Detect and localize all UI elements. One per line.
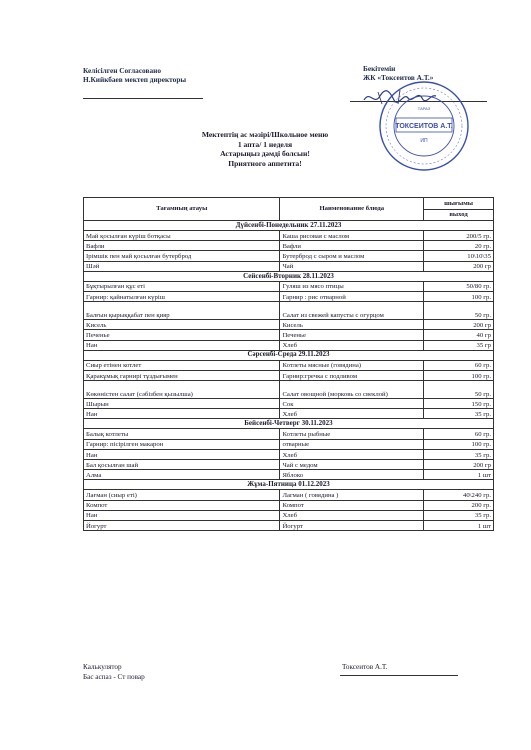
dish-name-kazakh: Печенье: [84, 330, 280, 340]
menu-row: [84, 330, 494, 340]
day-title: Бейсенбі-Четверг 30.11.2023: [84, 419, 494, 429]
footer-chef: Бас аспаз - Ст повар: [83, 672, 145, 681]
dish-yield: 100 гр.: [424, 291, 494, 301]
dish-name-kazakh: Йогурт: [84, 520, 280, 530]
dish-yield: 35 гр.: [424, 449, 494, 459]
dish-yield: 40\240 гр.: [424, 490, 494, 500]
menu-row: [84, 399, 494, 409]
dish-yield: 200 гр: [424, 261, 494, 271]
dish-name-kazakh: Шәй: [84, 261, 280, 271]
footer-right-name: Токсеитов А.Т.: [342, 663, 388, 671]
menu-row: [84, 439, 494, 449]
dish-name-kazakh: Лағман (сиыр еті): [84, 490, 280, 500]
dish-name-russian: Яблоко: [280, 470, 424, 480]
col-header-russian: Наименование блюда: [280, 198, 424, 221]
dish-yield: 35 гр: [424, 340, 494, 350]
day-header-row: [84, 480, 494, 490]
svg-text:ИП: ИП: [420, 138, 428, 144]
dish-name-kazakh: Шырын: [84, 399, 280, 409]
approved-line-2: ЖК «Токсеитов А.Т.»: [363, 73, 434, 82]
day-title: Сәрсенбі-Среда 29.11.2023: [84, 350, 494, 360]
menu-row: [84, 510, 494, 520]
dish-name-russian: отварные: [280, 439, 424, 449]
day-title: Дүйсенбі-Понедельник 27.11.2023: [84, 221, 494, 231]
col-header-kazakh: Тағамның атауы: [84, 198, 280, 221]
menu-row: [84, 320, 494, 330]
dish-name-kazakh: Кисель: [84, 320, 280, 330]
day-header-row: [84, 271, 494, 281]
footer-left: [83, 663, 145, 682]
dish-yield: 40 гр: [424, 330, 494, 340]
dish-yield: 35 гр.: [424, 510, 494, 520]
dish-yield: 200 гр: [424, 460, 494, 470]
dish-name-russian: Гарнир : рис отварной: [280, 291, 424, 301]
dish-name-russian: Сок: [280, 399, 424, 409]
dish-yield: 1 шт: [424, 470, 494, 480]
dish-name-russian: Хлеб: [280, 409, 424, 419]
agreed-signature-line: [83, 98, 203, 99]
dish-name-russian: Лагман ( говядина ): [280, 490, 424, 500]
dish-name-kazakh: Нан: [84, 449, 280, 459]
dish-name-kazakh: Қаракұмық гарнирі тұздығымен: [84, 370, 280, 380]
dish-name-kazakh: Компот: [84, 500, 280, 510]
dish-yield: 1 шт: [424, 520, 494, 530]
menu-table: [83, 197, 494, 531]
menu-row: [84, 241, 494, 251]
menu-row: [84, 409, 494, 419]
menu-row: [84, 251, 494, 261]
dish-yield: 200/5 гр.: [424, 231, 494, 241]
dish-name-russian: Гуляш из мясо птицы: [280, 281, 424, 291]
agreed-block: [83, 66, 186, 84]
menu-row: [84, 340, 494, 350]
dish-name-russian: Печенье: [280, 330, 424, 340]
footer-signature-line: [340, 675, 458, 676]
dish-name-kazakh: Бал қосылған шай: [84, 460, 280, 470]
dish-name-russian: Хлеб: [280, 449, 424, 459]
title-line-2: 1 апта/ 1 неделя: [237, 139, 293, 149]
day-title: Жұма-Пятница 01.12.2023: [84, 480, 494, 490]
dish-name-kazakh: Балғын қырыққабат пен қияр: [84, 302, 280, 320]
dish-name-russian: Салат овощной (морковь со свеклой): [280, 381, 424, 399]
dish-name-kazakh: Ірімшік пен май қосылған бутерброд: [84, 251, 280, 261]
menu-row: [84, 302, 494, 320]
dish-name-kazakh: Вафли: [84, 241, 280, 251]
dish-yield: 60 гр.: [424, 360, 494, 370]
menu-row: [84, 520, 494, 530]
menu-row: [84, 460, 494, 470]
menu-row: [84, 370, 494, 380]
menu-row: [84, 500, 494, 510]
dish-name-kazakh: Нан: [84, 409, 280, 419]
dish-yield: 50/80 гр.: [424, 281, 494, 291]
menu-row: [84, 429, 494, 439]
menu-row: [84, 281, 494, 291]
dish-name-russian: Чай с медом: [280, 460, 424, 470]
dish-yield: 50 гр.: [424, 302, 494, 320]
dish-name-russian: Чай: [280, 261, 424, 271]
dish-yield: 60 гр.: [424, 429, 494, 439]
menu-row: [84, 231, 494, 241]
dish-name-russian: Хлеб: [280, 340, 424, 350]
menu-title: [150, 130, 380, 168]
agreed-line-1: Келісілген Согласовано: [83, 66, 161, 75]
dish-yield: 10\10\35: [424, 251, 494, 261]
day-header-row: [84, 350, 494, 360]
title-line-4: Приятного аппетита!: [228, 158, 302, 168]
official-stamp: [378, 80, 470, 172]
dish-name-kazakh: Гарнир: пісірілген макарон: [84, 439, 280, 449]
svg-text:ТАРАЗ: ТАРАЗ: [417, 106, 431, 111]
dish-name-kazakh: Нан: [84, 510, 280, 520]
dish-name-russian: Компот: [280, 500, 424, 510]
dish-yield: 100 гр.: [424, 439, 494, 449]
dish-yield: 200 гр: [424, 320, 494, 330]
svg-text:ТОКСЕИТОВ А.Т.: ТОКСЕИТОВ А.Т.: [395, 123, 453, 130]
menu-row: [84, 470, 494, 480]
footer-calculator: Калькулятор: [83, 663, 122, 671]
dish-yield: 20 гр.: [424, 241, 494, 251]
menu-row: [84, 490, 494, 500]
dish-name-russian: Котлеты рыбные: [280, 429, 424, 439]
menu-row: [84, 449, 494, 459]
dish-yield: 150 гр.: [424, 399, 494, 409]
dish-name-kazakh: Көкөністен салат (сәбізбен қызылша): [84, 381, 280, 399]
dish-name-kazakh: Алма: [84, 470, 280, 480]
menu-row: [84, 261, 494, 271]
dish-name-russian: Йогурт: [280, 520, 424, 530]
dish-name-kazakh: Нан: [84, 340, 280, 350]
menu-row: [84, 381, 494, 399]
dish-name-kazakh: Бұқтырылған құс еті: [84, 281, 280, 291]
dish-name-russian: Салат из свежей капусты с огурцом: [280, 302, 424, 320]
dish-name-kazakh: Май қосылған күріш ботқасы: [84, 231, 280, 241]
dish-yield: 200 гр.: [424, 500, 494, 510]
dish-name-kazakh: Гарнир: қайнатылған күріш: [84, 291, 280, 301]
menu-row: [84, 360, 494, 370]
dish-name-russian: Гарнир:гречка с подливом: [280, 370, 424, 380]
dish-name-russian: Кисель: [280, 320, 424, 330]
title-line-3: Астарыңыз дәмді болсын!: [220, 149, 310, 158]
title-line-1: Мектептің ас мәзірі/Школьное меню: [201, 130, 329, 139]
dish-yield: 100 гр.: [424, 370, 494, 380]
day-header-row: [84, 419, 494, 429]
menu-row: [84, 291, 494, 301]
col-header-yield-kz: шығымы: [424, 198, 494, 210]
agreed-line-2: Н.Кийкбаев мектеп директоры: [83, 75, 187, 84]
dish-name-kazakh: Сиыр етінен котлет: [84, 360, 280, 370]
dish-yield: 35 гр.: [424, 409, 494, 419]
dish-name-russian: Вафли: [280, 241, 424, 251]
approved-line-1: Бекітемін: [363, 64, 396, 73]
dish-name-russian: Каша рисовая с маслом: [280, 231, 424, 241]
dish-name-kazakh: Балық котлеты: [84, 429, 280, 439]
day-title: Сейсенбі-Вторник 28.11.2023: [84, 271, 494, 281]
dish-name-russian: Бутерброд с сыром и маслом: [280, 251, 424, 261]
dish-name-russian: Хлеб: [280, 510, 424, 520]
day-header-row: [84, 221, 494, 231]
dish-yield: 50 гр.: [424, 381, 494, 399]
col-header-yield-ru: выход: [424, 209, 494, 221]
dish-name-russian: Котлеты мясные (говядина): [280, 360, 424, 370]
